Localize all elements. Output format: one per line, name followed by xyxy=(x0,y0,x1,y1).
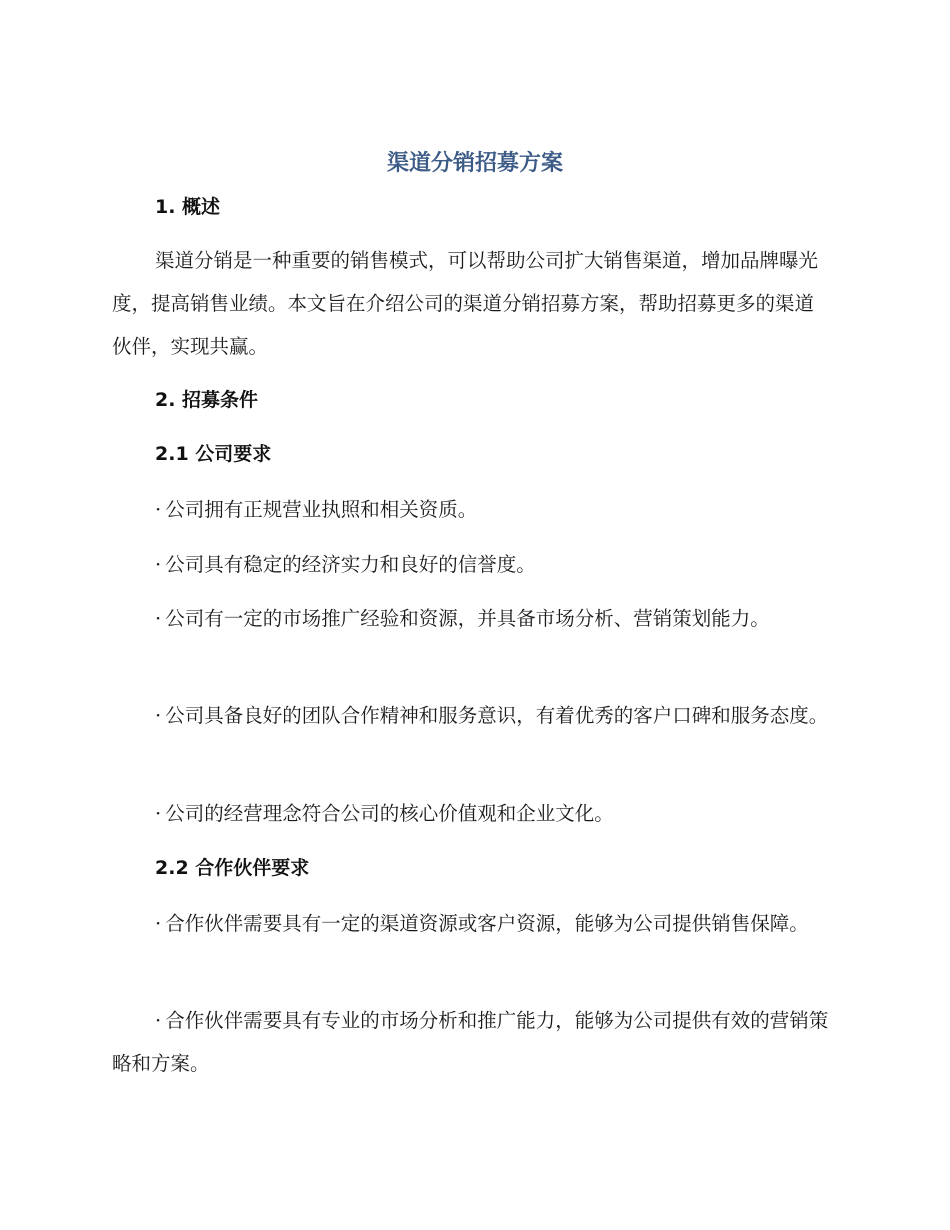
company-requirement-item xyxy=(112,597,832,640)
partner-requirement-item xyxy=(112,999,832,1085)
section-heading-overview: 1. 概述 xyxy=(155,196,221,218)
bullet-symbol: · xyxy=(155,553,162,576)
bullet-text: 公司有一定的市场推广经验和资源，并具备市场分析、营销策划能力。 xyxy=(165,607,770,630)
section-heading-partner-requirements: 2.2 合作伙伴要求 xyxy=(155,857,310,879)
bullet-text: 公司拥有正规营业执照和相关资质。 xyxy=(165,498,478,521)
partner-requirement-item xyxy=(112,902,832,945)
company-requirement-item xyxy=(112,792,832,835)
company-requirement-item xyxy=(112,694,832,737)
bullet-symbol: · xyxy=(155,802,162,825)
overview-paragraph: 渠道分销是一种重要的销售模式，可以帮助公司扩大销售渠道，增加品牌曝光度，提高销售业绩。本文旨在介绍公司的渠道分销招募方案，帮助招募更多的渠道伙伴，实现共赢。 xyxy=(112,249,819,358)
bullet-text: 公司具备良好的团队合作精神和服务意识，有着优秀的客户口碑和服务态度。 xyxy=(165,704,829,727)
bullet-symbol: · xyxy=(155,498,162,521)
bullet-symbol: · xyxy=(155,704,162,727)
bullet-symbol: · xyxy=(155,607,162,630)
bullet-text: 公司的经营理念符合公司的核心价值观和企业文化。 xyxy=(165,802,614,825)
bullet-text: 合作伙伴需要具有专业的市场分析和推广能力，能够为公司提供有效的营销策略和方案。 xyxy=(112,1009,829,1075)
bullet-symbol: · xyxy=(155,1009,162,1032)
company-requirement-item xyxy=(112,488,832,531)
bullet-text: 合作伙伴需要具有一定的渠道资源或客户资源，能够为公司提供销售保障。 xyxy=(165,912,809,935)
bullet-symbol: · xyxy=(155,912,162,935)
document-title: 渠道分销招募方案 xyxy=(386,151,563,176)
section-heading-company-requirements: 2.1 公司要求 xyxy=(155,443,272,465)
company-requirement-item xyxy=(112,543,832,586)
section-heading-recruit-conditions: 2. 招募条件 xyxy=(155,389,259,411)
bullet-text: 公司具有稳定的经济实力和良好的信誉度。 xyxy=(165,553,536,576)
